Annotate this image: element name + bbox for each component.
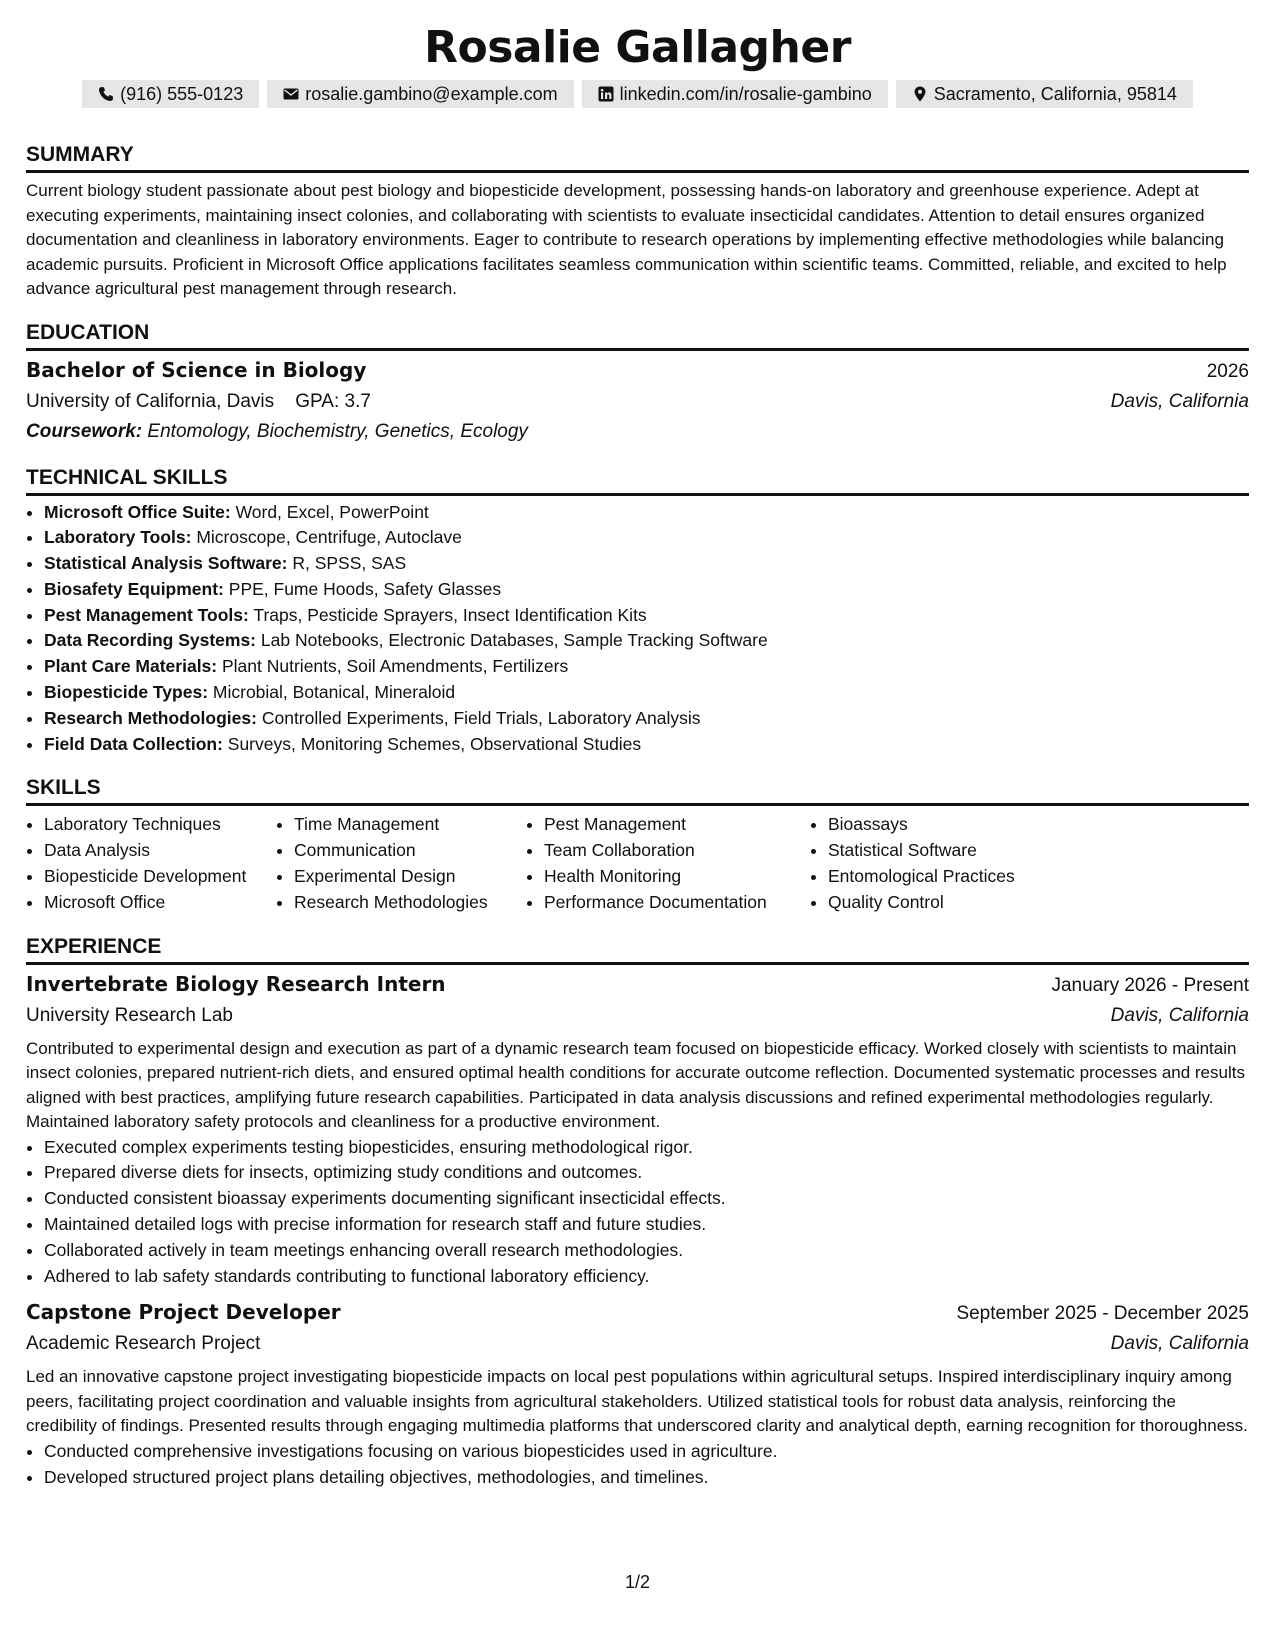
skills-column — [276, 812, 526, 915]
school-name: University of California, Davis — [26, 390, 275, 412]
contact-location — [896, 80, 1193, 108]
technical-skills-list — [26, 500, 1249, 758]
technical-skills-heading: TECHNICAL SKILLS — [26, 465, 1249, 496]
job-location: Davis, California — [1110, 1004, 1249, 1026]
list-item: • Collaborated actively in team meetings enhancing overall research methodologies. — [44, 1238, 1249, 1264]
experience-heading: EXPERIENCE — [26, 934, 1249, 965]
list-item: • Developed structured project plans detailing objectives, methodologies, and timelines. — [44, 1465, 1249, 1491]
list-item: • Maintained detailed logs with precise information for research staff and future studies. — [44, 1212, 1249, 1238]
school-location: Davis, California — [1110, 390, 1249, 412]
list-item: • Statistical Analysis Software: R, SPSS, SAS — [44, 551, 1249, 577]
skills-heading: SKILLS — [26, 775, 1249, 806]
job-bullets — [26, 1135, 1249, 1290]
job-entry — [26, 1297, 1249, 1490]
skills-column — [526, 812, 810, 915]
list-item: • Biosafety Equipment: PPE, Fume Hoods, Safety Glasses — [44, 577, 1249, 603]
map-marker-icon — [912, 86, 928, 102]
list-item: • Pest Management Tools: Traps, Pesticide Sprayers, Insect Identification Kits — [44, 603, 1249, 629]
list-item: • Time Management — [294, 812, 526, 838]
list-item: • Research Methodologies — [294, 890, 526, 916]
phone-text: (916) 555-0123 — [120, 84, 244, 104]
education-entry — [26, 355, 1249, 447]
list-item: • Research Methodologies: Controlled Experiments, Field Trials, Laboratory Analysis — [44, 706, 1249, 732]
list-item: • Plant Care Materials: Plant Nutrients, Soil Amendments, Fertilizers — [44, 654, 1249, 680]
location-text: Sacramento, California, 95814 — [933, 84, 1177, 104]
contact-bar — [26, 80, 1249, 108]
gpa: GPA: 3.7 — [295, 390, 371, 412]
resume-page — [26, 18, 1249, 1491]
list-item: • Adhered to lab safety standards contributing to functional laboratory efficiency. — [44, 1264, 1249, 1290]
job-description: Led an innovative capstone project investigating biopesticide impacts on local pest populations within agricultural setups. Inspired interdisciplinary inquiry among peers, facilitating project coordination and valuable insights from agricultural stakeholders. Utilized statistical tools for robust data analysis, reinforcing the credibility of findings. Presented results through engaging multimedia platforms that underscored clarity and analytical depth, earning recognition for thoroughness. — [26, 1367, 1248, 1436]
list-item: • Experimental Design — [294, 864, 526, 890]
list-item: • Biopesticide Development — [44, 864, 276, 890]
skills-column — [810, 812, 1088, 915]
envelope-icon — [283, 86, 299, 102]
summary-heading: SUMMARY — [26, 142, 1249, 173]
list-item: • Data Analysis — [44, 838, 276, 864]
job-org: Academic Research Project — [26, 1333, 261, 1355]
list-item: • Statistical Software — [828, 838, 1088, 864]
job-dates: September 2025 - December 2025 — [956, 1303, 1249, 1325]
list-item: • Quality Control — [828, 890, 1088, 916]
job-dates: January 2026 - Present — [1051, 974, 1249, 996]
contact-linkedin[interactable] — [582, 80, 888, 108]
email-text: rosalie.gambino@example.com — [305, 84, 558, 104]
summary-text: Current biology student passionate about pest biology and biopesticide development, possessing hands-on laboratory and greenhouse experience. Adept at executing experiments, maintaining insect colonies, and collaborating with scientists to evaluate insecticidal candidates. Attention to detail ensures organized documentation and cleanliness in laboratory environments. Eager to contribute to research operations by implementing effective methodologies while balancing academic pursuits. Proficient in Microsoft Office applications facilitates seamless communication within scientific teams. Committed, reliable, and excited to help advance agricultural pest management through research. — [26, 181, 1227, 298]
coursework-list: Entomology, Biochemistry, Genetics, Ecology — [147, 420, 528, 442]
contact-email[interactable] — [267, 80, 573, 108]
list-item: • Bioassays — [828, 812, 1088, 838]
job-bullets — [26, 1439, 1249, 1491]
list-item: • Performance Documentation — [544, 890, 810, 916]
job-title: Capstone Project Developer — [26, 1300, 341, 1325]
coursework-line — [26, 417, 1249, 447]
job-org: University Research Lab — [26, 1004, 233, 1026]
list-item: • Prepared diverse diets for insects, optimizing study conditions and outcomes. — [44, 1160, 1249, 1186]
job-entry — [26, 969, 1249, 1290]
page-number: 1/2 — [624, 1572, 651, 1592]
job-title: Invertebrate Biology Research Intern — [26, 971, 446, 996]
contact-phone — [82, 80, 259, 108]
list-item: • Entomological Practices — [828, 864, 1088, 890]
job-description: Contributed to experimental design and execution as part of a dynamic research team focused on biopesticide efficacy. Worked closely with scientists to maintain insect colonies, prepared nutrient-rich diets, and ensured optimal health conditions for accurate outcome reflection. Documented systematic processes and results aligned with best practices, amplifying future research capabilities. Participated in data analysis discussions and refined experimental methodologies regularly. Maintained laboratory safety protocols and cleanliness for a productive environment. — [26, 1038, 1245, 1132]
list-item: • Biopesticide Types: Microbial, Botanical, Mineraloid — [44, 680, 1249, 706]
list-item: • Data Recording Systems: Lab Notebooks, Electronic Databases, Sample Tracking Software — [44, 628, 1249, 654]
list-item: • Field Data Collection: Surveys, Monitoring Schemes, Observational Studies — [44, 732, 1249, 758]
list-item: • Communication — [294, 838, 526, 864]
education-heading: EDUCATION — [26, 320, 1249, 351]
candidate-name: Rosalie Gallagher — [424, 22, 851, 73]
list-item: • Microsoft Office — [44, 890, 276, 916]
list-item: • Conducted comprehensive investigations focusing on various biopesticides used in agriculture. — [44, 1439, 1249, 1465]
school-line — [26, 387, 371, 417]
degree-title: Bachelor of Science in Biology — [26, 357, 367, 382]
list-item: • Pest Management — [544, 812, 810, 838]
job-location: Davis, California — [1110, 1333, 1249, 1355]
skills-column — [26, 812, 276, 915]
coursework-label: Coursework: — [26, 420, 143, 442]
list-item: • Executed complex experiments testing biopesticides, ensuring methodological rigor. — [44, 1135, 1249, 1161]
list-item: • Microsoft Office Suite: Word, Excel, PowerPoint — [44, 500, 1249, 526]
linkedin-icon — [598, 86, 614, 102]
graduation-year: 2026 — [1206, 360, 1249, 382]
list-item: • Team Collaboration — [544, 838, 810, 864]
linkedin-text: linkedin.com/in/rosalie-gambino — [619, 84, 872, 104]
list-item: • Conducted consistent bioassay experiments documenting significant insecticidal effects. — [44, 1186, 1249, 1212]
phone-icon — [98, 86, 114, 102]
skills-grid — [26, 812, 1249, 915]
list-item: • Health Monitoring — [544, 864, 810, 890]
list-item: • Laboratory Tools: Microscope, Centrifuge, Autoclave — [44, 525, 1249, 551]
list-item: • Laboratory Techniques — [44, 812, 276, 838]
